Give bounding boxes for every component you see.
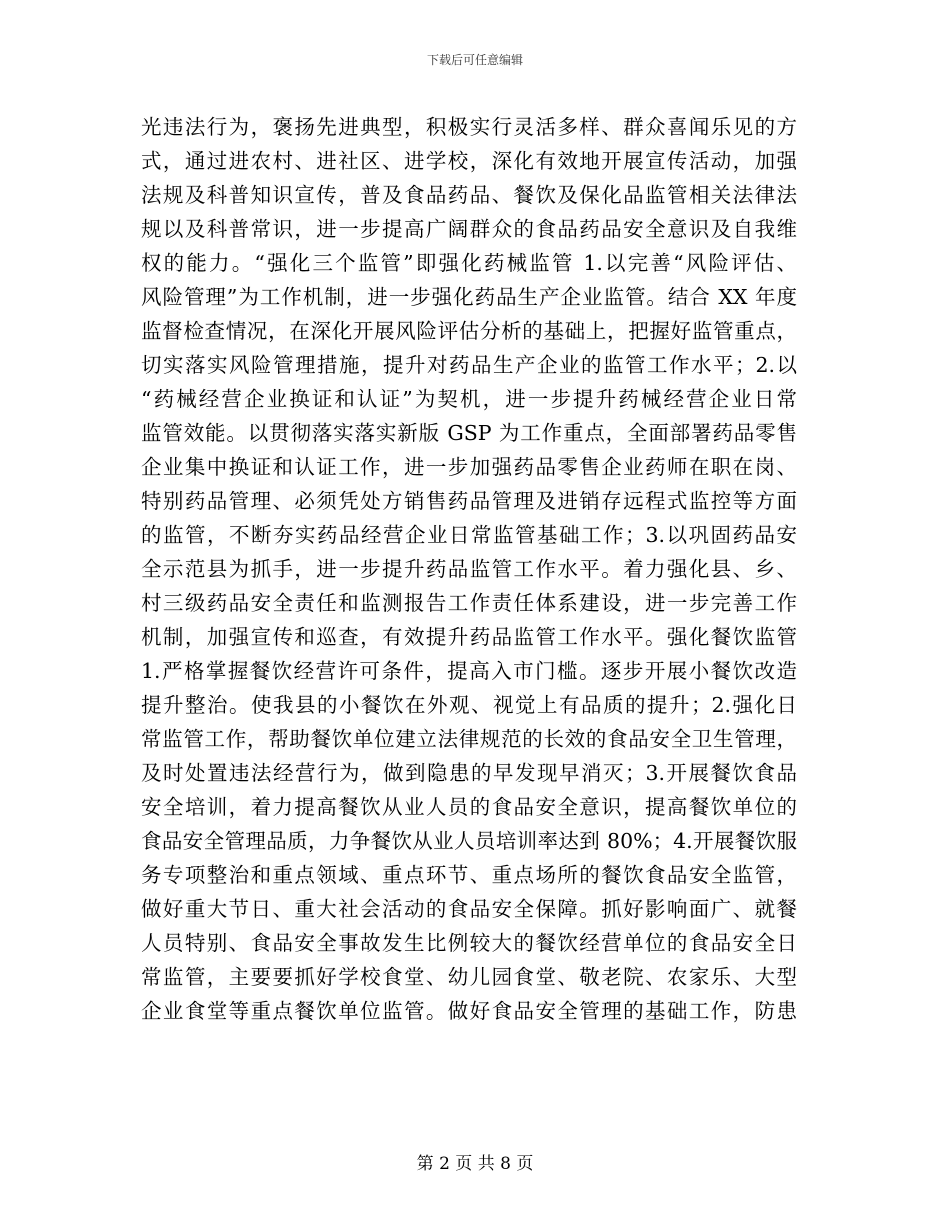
text-line: 的监管，不断夯实药品经营企业日常监管基础工作；3.以巩固药品安 xyxy=(141,523,797,547)
text-line: 规以及科普常识，进一步提高广阔群众的食品药品安全意识及自我维 xyxy=(141,217,797,241)
text-line: 权的能力。“强化三个监管”即强化药械监管 1.以完善“风险评估、 xyxy=(141,251,797,275)
text-line: 特别药品管理、必须凭处方销售药品管理及进销存远程式监控等方面 xyxy=(141,489,797,513)
text-line: 务专项整治和重点领域、重点环节、重点场所的餐饮食品安全监管， xyxy=(141,863,797,887)
text-line: 监督检查情况，在深化开展风险评估分析的基础上，把握好监管重点， xyxy=(141,319,797,343)
text-line: 光违法行为，褒扬先进典型，积极实行灵活多样、群众喜闻乐见的方 xyxy=(141,115,797,139)
text-line: 1.严格掌握餐饮经营许可条件，提高入市门槛。逐步开展小餐饮改造 xyxy=(141,659,797,683)
text-line: “药械经营企业换证和认证”为契机，进一步提升药械经营企业日常 xyxy=(141,387,797,411)
page-header: 下载后可任意编辑 xyxy=(426,53,523,67)
text-line: 安全培训，着力提高餐饮从业人员的食品安全意识，提高餐饮单位的 xyxy=(141,795,797,819)
text-line: 人员特别、食品安全事故发生比例较大的餐饮经营单位的食品安全日 xyxy=(141,931,797,955)
text-line: 食品安全管理品质，力争餐饮从业人员培训率达到 80%；4.开展餐饮服 xyxy=(141,829,797,853)
text-line: 法规及科普知识宣传，普及食品药品、餐饮及保化品监管相关法律法 xyxy=(141,183,797,207)
text-line: 机制，加强宣传和巡查，有效提升药品监管工作水平。强化餐饮监管 xyxy=(141,625,797,649)
page-footer: 第 2 页 共 8 页 xyxy=(416,1154,534,1174)
text-line: 做好重大节日、重大社会活动的食品安全保障。抓好影响面广、就餐 xyxy=(141,897,797,921)
text-line: 风险管理”为工作机制，进一步强化药品生产企业监管。结合 XX 年度 xyxy=(141,285,797,309)
text-line: 常监管工作，帮助餐饮单位建立法律规范的长效的食品安全卫生管理， xyxy=(141,727,797,751)
text-line: 企业食堂等重点餐饮单位监管。做好食品安全管理的基础工作，防患 xyxy=(141,999,797,1023)
text-line: 式，通过进农村、进社区、进学校，深化有效地开展宣传活动，加强 xyxy=(141,149,797,173)
document-body xyxy=(141,110,797,1028)
text-line: 常监管，主要要抓好学校食堂、幼儿园食堂、敬老院、农家乐、大型 xyxy=(141,965,797,989)
text-line: 全示范县为抓手，进一步提升药品监管工作水平。着力强化县、乡、 xyxy=(141,557,797,581)
text-line: 及时处置违法经营行为，做到隐患的早发现早消灭；3.开展餐饮食品 xyxy=(141,761,797,785)
text-line: 企业集中换证和认证工作，进一步加强药品零售企业药师在职在岗、 xyxy=(141,455,797,479)
text-line: 村三级药品安全责任和监测报告工作责任体系建设，进一步完善工作 xyxy=(141,591,797,615)
text-line: 切实落实风险管理措施，提升对药品生产企业的监管工作水平；2.以 xyxy=(141,353,797,377)
text-line: 提升整治。使我县的小餐饮在外观、视觉上有品质的提升；2.强化日 xyxy=(141,693,797,717)
text-line: 监管效能。以贯彻落实落实新版 GSP 为工作重点，全面部署药品零售 xyxy=(141,421,797,445)
